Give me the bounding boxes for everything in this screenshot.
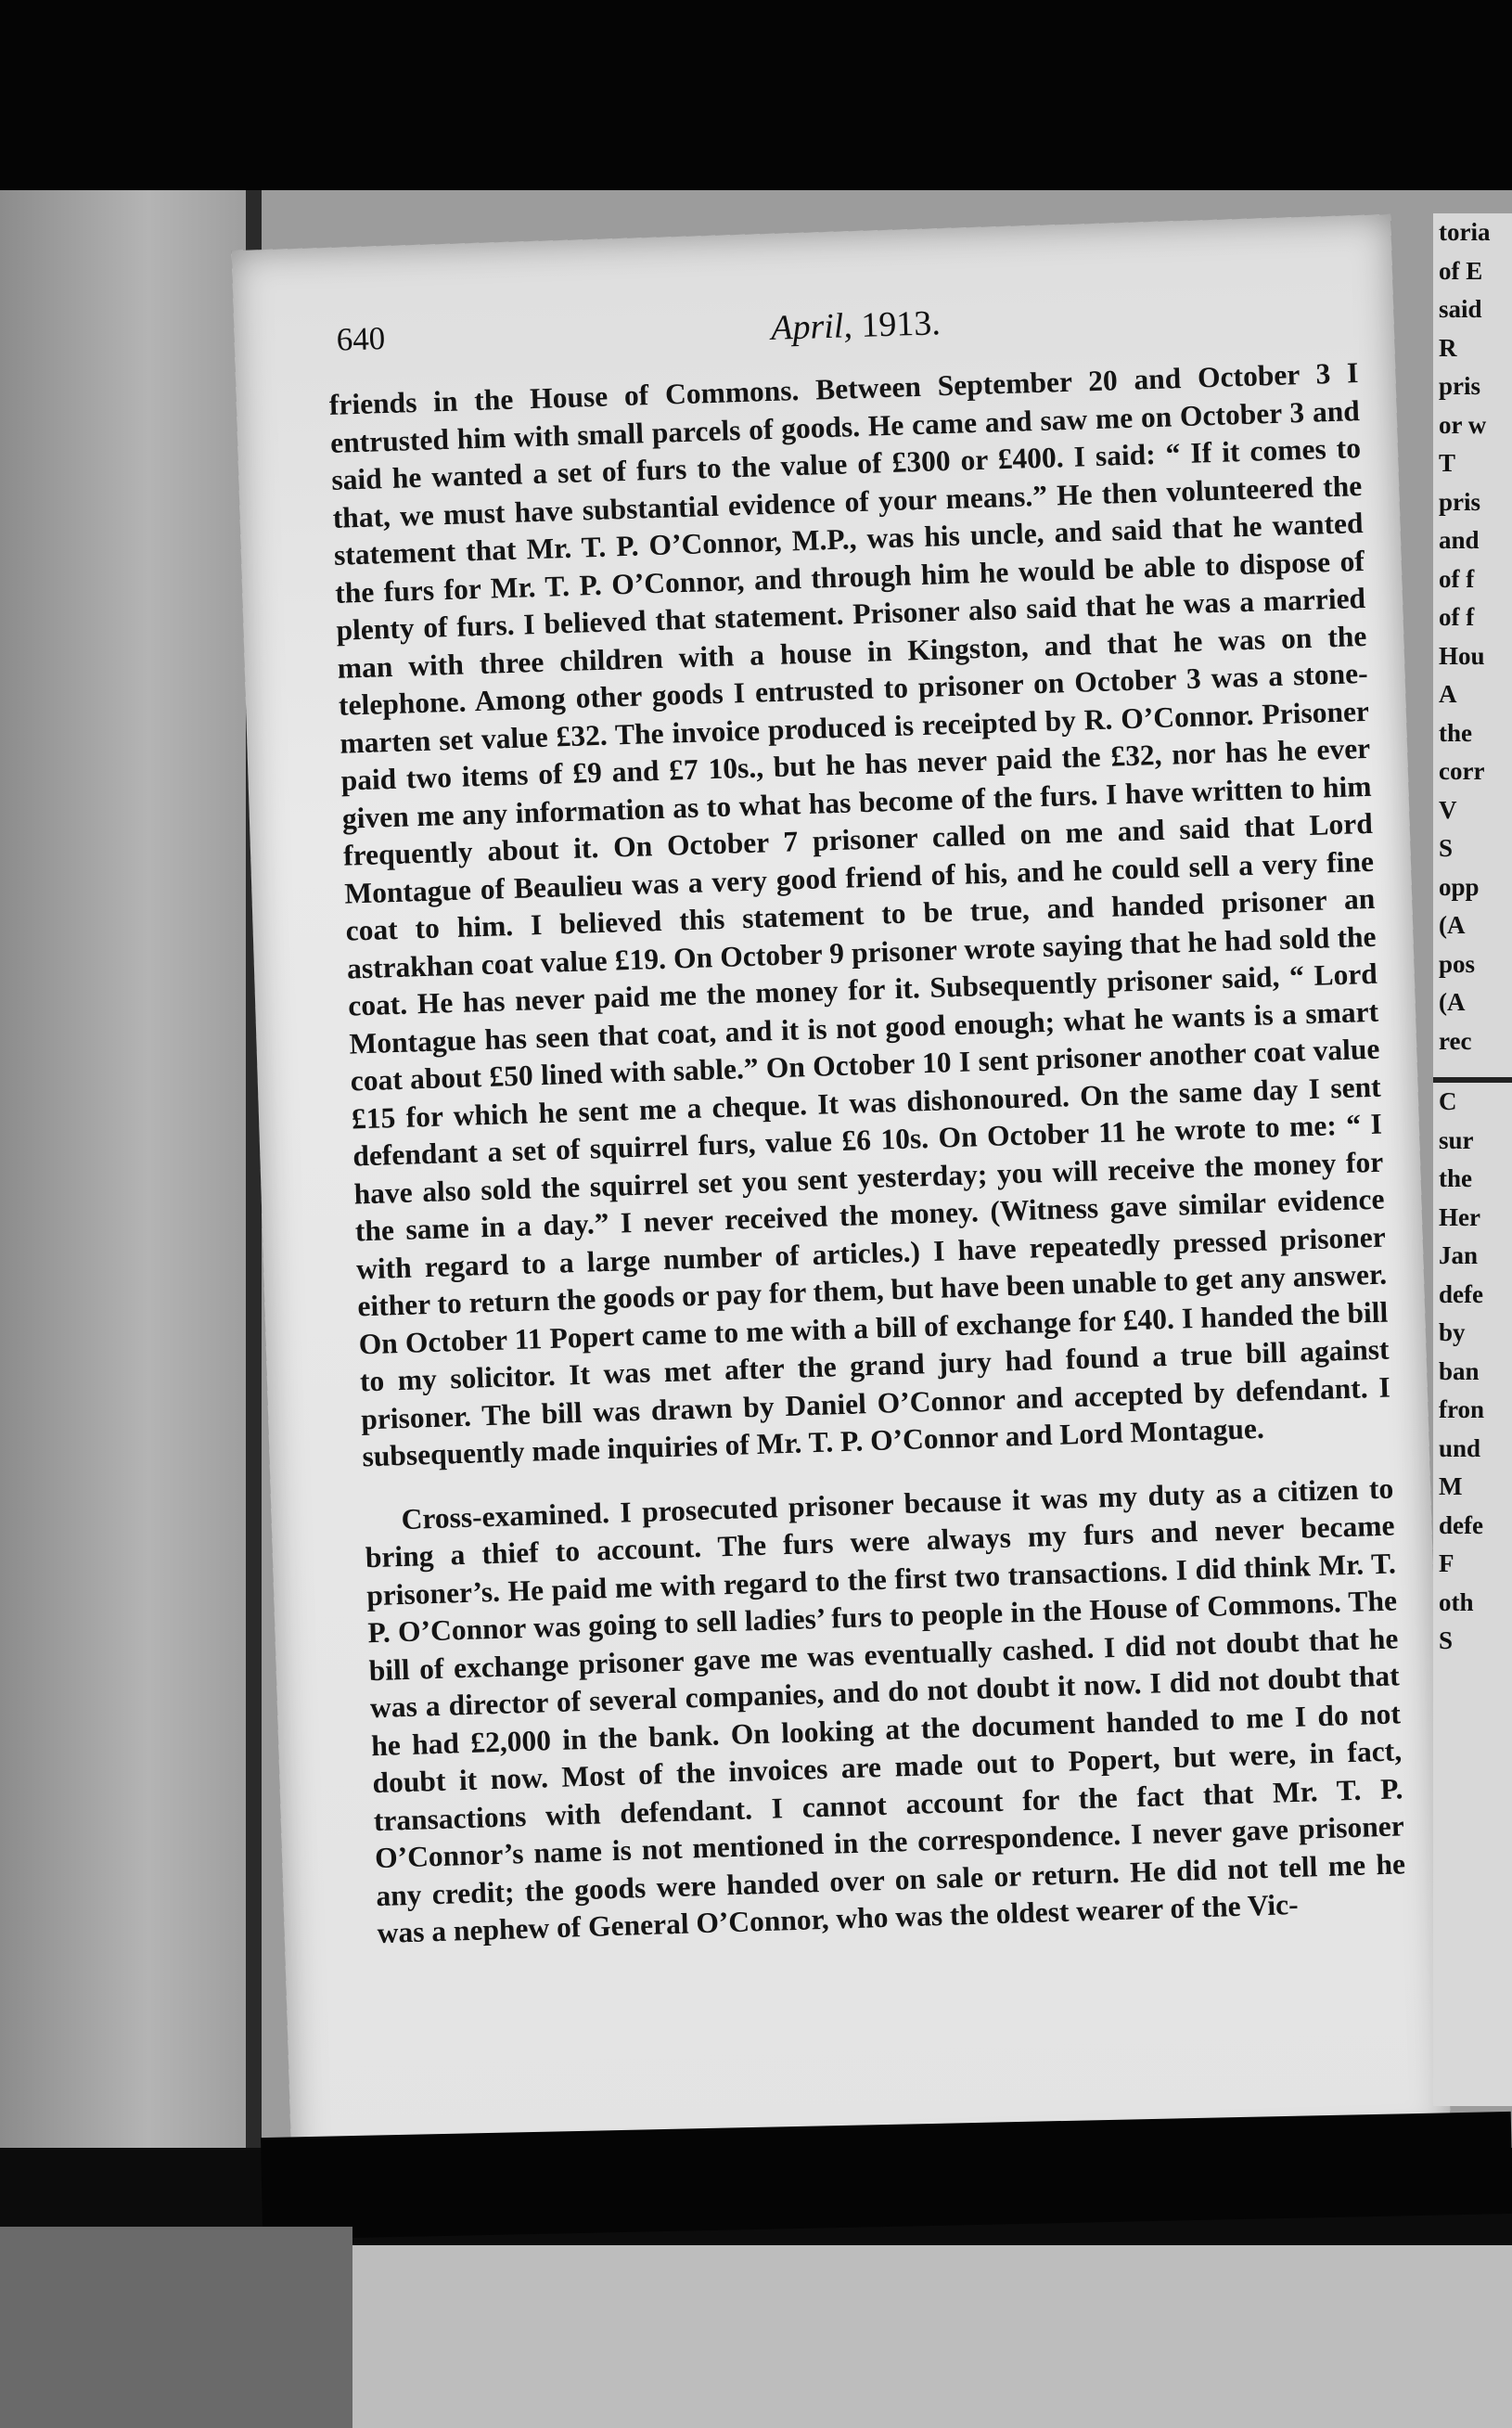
next-page-fragment: F bbox=[1439, 1549, 1454, 1577]
page-body bbox=[328, 354, 1406, 1953]
next-page-fragment: defe bbox=[1439, 1279, 1483, 1308]
next-page-fragment: pris bbox=[1439, 372, 1481, 400]
next-page-fragment: M bbox=[1439, 1472, 1463, 1500]
page-number: 640 bbox=[336, 320, 386, 358]
next-page-fragment: oth bbox=[1439, 1587, 1474, 1616]
next-page-fragment: Her bbox=[1439, 1202, 1480, 1231]
next-page-fragment: rec bbox=[1439, 1026, 1472, 1055]
testimony-paragraph: friends in the House of Commons. Between September 20 and October 3 I entrusted him with small parcels of goods. He came and saw me on October 3 and said he wanted a set of furs to the value of £300 or £400. I said: “ If it comes to that, we must have substantial evidence of your means.” He then volunteered the statement that Mr. T. P. O’Connor, M.P., was his uncle, and said that he wanted the furs for Mr. T. P. O’Connor, and through him he would be able to dispose of plenty of furs. I believed that statement. Prisoner also said that he was a married man with three children with a house in Kingston, and that he was on the telephone. Among other goods I entrusted to prisoner on October 3 was a stone-marten set value £32. The invoice produced is receipted by R. O’Connor. Prisoner paid two items of £9 and £7 10s., but he has never paid the £32, nor has he ever given me any information as to what has become of the furs. I have written to him frequently about it. On October 7 prisoner called on me and said that Lord Montague of Beaulieu was a very good friend of his, and he could sell a very fine coat to him. I believed this statement to be true, and handed prisoner an astrakhan coat value £19. On October 9 prisoner wrote saying that he had sold the coat. He has never paid me the money for it. Subsequently prisoner said, “ Lord Montague has seen that coat, and it is not good enough; what he wants is a smart coat about £50 lined with sable.” On October 10 I sent prisoner another coat value £15 for which he sent me a cheque. It was dishonoured. On the same day I sent defendant a set of squirrel furs, value £6 10s. On October 11 he wrote to me: “ I have also sold the squirrel set you sent yesterday; you will receive the money for the same in a day.” I never received the money. (Witness gave similar evidence with regard to a large number of articles.) I have repeatedly pressed prisoner either to return the goods or pay for them, but have been unable to get any answer. On October 11 Popert came to me with a bill of exchange for £40. I handed the bill to my solicitor. It was met after the grand jury had found a true bill against prisoner. The bill was drawn by Daniel O’Connor and accepted by defendant. I subsequently made inquiries of Mr. T. P. O’Connor and Lord Montague. bbox=[328, 356, 1391, 1473]
next-page-fragment: opp bbox=[1439, 872, 1480, 901]
next-page-fragment: T bbox=[1439, 449, 1456, 477]
next-page-fragment: (A bbox=[1439, 911, 1466, 939]
running-head-year: 1913. bbox=[860, 303, 942, 345]
next-page-fragment: fron bbox=[1439, 1395, 1485, 1423]
next-page-fragment: V bbox=[1439, 795, 1457, 824]
next-page-fragment: sur bbox=[1439, 1125, 1474, 1154]
next-page-fragment: und bbox=[1439, 1433, 1481, 1462]
next-page-fragment: said bbox=[1439, 295, 1482, 323]
next-page-fragment: the bbox=[1439, 718, 1472, 747]
next-page-fragment: C bbox=[1439, 1087, 1457, 1115]
scanner-bed-shadow bbox=[0, 2227, 352, 2428]
next-page-fragment: the bbox=[1439, 1164, 1472, 1192]
next-page-fragment: and bbox=[1439, 526, 1480, 554]
next-page-fragment: of f bbox=[1439, 564, 1475, 593]
next-page-fragment: S bbox=[1439, 1626, 1454, 1654]
next-page-fragment: pos bbox=[1439, 949, 1476, 978]
next-page-fragment: corr bbox=[1439, 757, 1485, 785]
running-head bbox=[336, 289, 1376, 362]
next-page-fragment: defe bbox=[1439, 1510, 1483, 1539]
next-page-fragment: pris bbox=[1439, 487, 1481, 516]
next-page-fragment: or w bbox=[1439, 410, 1487, 439]
next-page-fragment: S bbox=[1439, 834, 1454, 862]
cross-examination-paragraph: Cross-examined. I prosecuted prisoner because it was my duty as a citizen to bring a thief to account. The furs were always my furs and never became prisoner’s. He paid me with regard to the first two transactions. I did think Mr. T. P. O’Connor was going to sell ladies’ furs to people in the House of Commons. The bill of exchange prisoner gave me was eventually cashed. I did not doubt that he was a director of several companies, and do not doubt it now. I did not doubt that he had £2,000 in the bank. On looking at the document handed to me I do not doubt it now. Most of the invoices are made out to Popert, but were, in fact, transactions with defendant. I cannot account for the fact that Mr. T. P. O’Connor’s name is not mentioned in the correspondence. I never gave prisoner any credit; the goods were handed over on sale or return. He did not tell me he was a nephew of General O’Connor, who was the oldest wearer of the Vic- bbox=[365, 1471, 1406, 1950]
previous-page-edge bbox=[0, 190, 269, 2148]
next-page-fragment: toria bbox=[1439, 218, 1491, 246]
next-page-fragment: Jan bbox=[1439, 1241, 1479, 1269]
next-page-fragment: of E bbox=[1439, 256, 1483, 285]
next-page-fragment: by bbox=[1439, 1318, 1466, 1346]
scanner-top-border bbox=[0, 0, 1512, 190]
lower-page-edge bbox=[352, 2245, 1512, 2428]
running-head-month: April, bbox=[770, 306, 853, 348]
next-page-fragment: of f bbox=[1439, 603, 1475, 631]
next-page-fragment: Hou bbox=[1439, 641, 1485, 670]
next-page-fragment: ban bbox=[1439, 1356, 1480, 1385]
next-page-edge bbox=[1433, 213, 1512, 2106]
next-page-fragment: A bbox=[1439, 680, 1457, 708]
book-page bbox=[232, 214, 1452, 2179]
next-page-fragment: R bbox=[1439, 333, 1457, 362]
next-page-fragment: (A bbox=[1439, 988, 1466, 1016]
